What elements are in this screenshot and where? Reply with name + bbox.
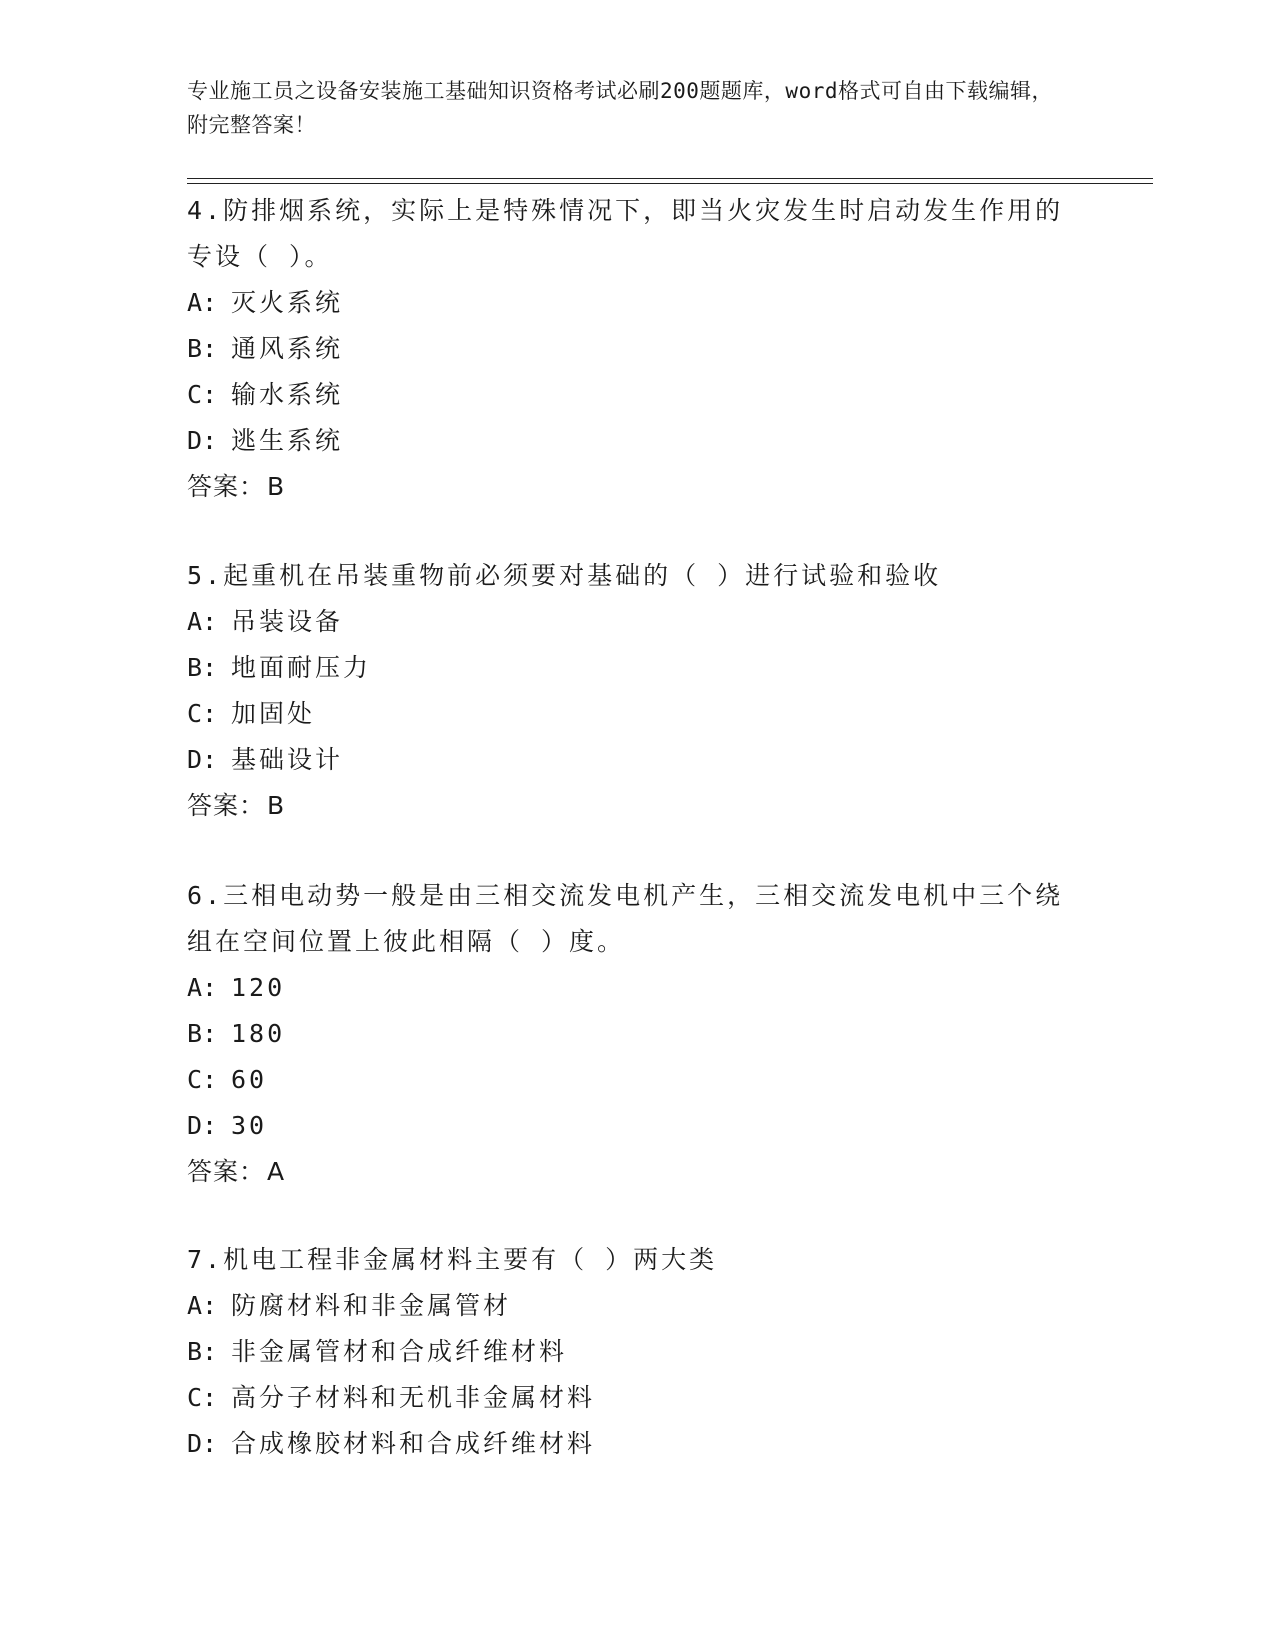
header-divider-bottom [187, 183, 1153, 184]
answer-line [187, 783, 1067, 829]
option-c [187, 1375, 1067, 1421]
option-letter: D: [187, 745, 218, 774]
question-block [187, 873, 1067, 1195]
option-text: 60 [231, 1065, 268, 1094]
option-a [187, 599, 1067, 645]
option-letter: B: [187, 1337, 218, 1366]
question-block [187, 1237, 1067, 1467]
option-letter: A: [187, 607, 218, 636]
option-text: 合成橡胶材料和合成纤维材料 [231, 1429, 596, 1458]
option-letter: A: [187, 288, 218, 317]
option-letter: D: [187, 1111, 218, 1140]
answer-label: 答案： [187, 791, 266, 820]
option-b [187, 645, 1067, 691]
option-letter: C: [187, 380, 218, 409]
question-block [187, 188, 1067, 510]
option-letter: C: [187, 699, 218, 728]
option-text: 30 [231, 1111, 268, 1140]
header-divider-top [187, 178, 1153, 179]
answer-label: 答案： [187, 1157, 266, 1186]
option-b [187, 1329, 1067, 1375]
option-b [187, 1011, 1067, 1057]
option-a [187, 280, 1067, 326]
option-letter: B: [187, 334, 218, 363]
option-text: 吊装设备 [231, 607, 344, 636]
option-c [187, 691, 1067, 737]
question-stem: 7.机电工程非金属材料主要有（ ）两大类 [187, 1245, 718, 1274]
option-text: 地面耐压力 [231, 653, 372, 682]
option-d [187, 1103, 1067, 1149]
option-text: 120 [231, 973, 286, 1002]
option-c [187, 372, 1067, 418]
option-text: 180 [231, 1019, 286, 1048]
option-letter: D: [187, 426, 218, 455]
answer-line [187, 1149, 1067, 1195]
option-letter: B: [187, 653, 218, 682]
question-stem: 5.起重机在吊装重物前必须要对基础的（ ）进行试验和验收 [187, 561, 942, 590]
option-d [187, 418, 1067, 464]
option-a [187, 965, 1067, 1011]
option-a [187, 1283, 1067, 1329]
option-text: 通风系统 [231, 334, 344, 363]
question-block [187, 553, 1067, 829]
option-letter: A: [187, 973, 218, 1002]
option-text: 高分子材料和无机非金属材料 [231, 1383, 596, 1412]
document-header-title: 专业施工员之设备安装施工基础知识资格考试必刷200题题库，word格式可自由下载编辑，附完整答案！ [187, 79, 1053, 137]
question-stem: 4.防排烟系统，实际上是特殊情况下，即当火灾发生时启动发生作用的专设（ ）。 [187, 196, 1064, 271]
option-text: 输水系统 [231, 380, 344, 409]
option-letter: A: [187, 1291, 218, 1320]
answer-label: 答案： [187, 472, 266, 501]
answer-value: A [267, 1157, 286, 1186]
option-text: 非金属管材和合成纤维材料 [231, 1337, 568, 1366]
answer-line [187, 464, 1067, 510]
option-letter: D: [187, 1429, 218, 1458]
question-stem: 6.三相电动势一般是由三相交流发电机产生，三相交流发电机中三个绕组在空间位置上彼此相隔（ ）度。 [187, 881, 1064, 956]
answer-value: B [267, 472, 286, 501]
option-b [187, 326, 1067, 372]
option-text: 逃生系统 [231, 426, 344, 455]
answer-value: B [267, 791, 286, 820]
option-text: 加固处 [231, 699, 316, 728]
option-d [187, 1421, 1067, 1467]
option-letter: B: [187, 1019, 218, 1048]
option-letter: C: [187, 1065, 218, 1094]
option-text: 防腐材料和非金属管材 [231, 1291, 512, 1320]
option-text: 基础设计 [231, 745, 344, 774]
option-letter: C: [187, 1383, 218, 1412]
option-c [187, 1057, 1067, 1103]
option-text: 灭火系统 [231, 288, 344, 317]
option-d [187, 737, 1067, 783]
